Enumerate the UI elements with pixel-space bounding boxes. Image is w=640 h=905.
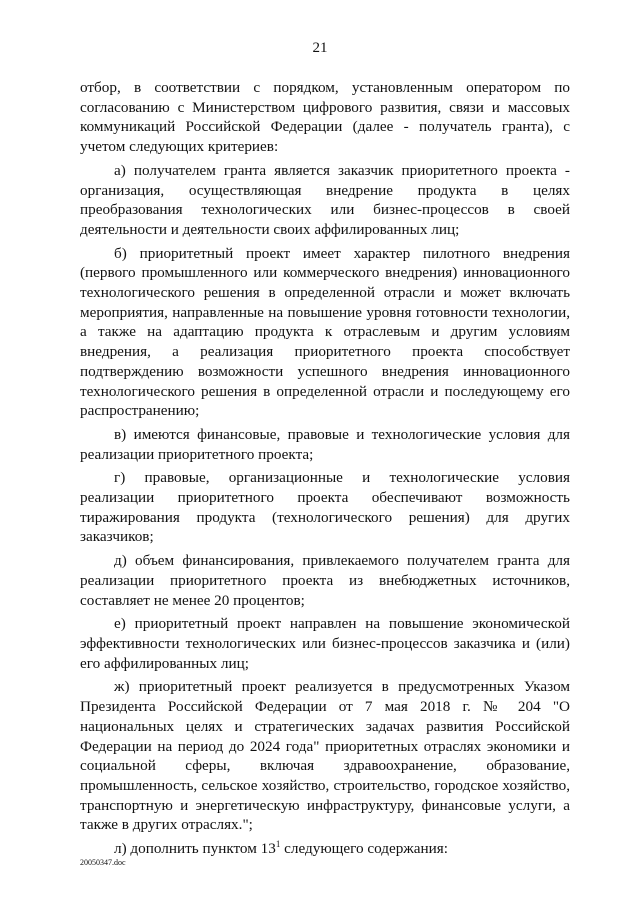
paragraph-intro: отбор, в соответствии с порядком, установленным оператором по согласованию с Министерством цифрового развития, связи и массовых коммуникаций Российской Федерации (далее - получатель гранта), с учетом следующих критериев: <box>80 79 570 156</box>
amendment-text-after: следующего содержания: <box>280 840 448 858</box>
amendment-superscript: 1 <box>275 839 281 850</box>
amendment-text-before: л) дополнить пунктом 13 <box>114 840 276 858</box>
paragraph-criterion-d: д) объем финансирования, привлекаемого получателем гранта для реализации приоритетного проекта из внебюджетных источников, составляет не менее 20 процентов; <box>80 552 570 609</box>
page-number: 21 <box>312 40 328 56</box>
paragraph-criterion-v: в) имеются финансовые, правовые и технологические условия для реализации приоритетного проекта; <box>80 425 570 463</box>
paragraph-criterion-g: г) правовые, организационные и технологические условия реализации приоритетного проекта обеспечивают возможность тиражирования продукта (технологического решения) для других заказчиков; <box>80 469 570 546</box>
paragraph-criterion-b: б) приоритетный проект имеет характер пилотного внедрения (первого промышленного или коммерческого внедрения) инновационного технологического решения в определенной отрасли и может включать мероприятия, направленные на повышение уровня готовности технологии, а также на адаптацию продукта к отраслевым и другим условиям внедрения, а реализация приоритетного проекта способствует подтверждению возможности успешного внедрения инновационного технологического решения в определенной отрасли и последующему его распространению; <box>80 244 570 420</box>
paragraph-amendment-l <box>80 839 570 859</box>
file-name-footer: 20050347.doc <box>80 858 126 867</box>
paragraph-criterion-a: а) получателем гранта является заказчик приоритетного проекта - организация, осуществляющая внедрение продукта в целях преобразования технологических или бизнес-процессов в своей деятельности и деятельности своих аффилированных лиц; <box>80 161 570 238</box>
paragraph-criterion-zh: ж) приоритетный проект реализуется в предусмотренных Указом Президента Российской Федерации от 7 мая 2018 г. № 204 "О национальных целях и стратегических задачах развития Российской Федерации на период до 2024 года" приоритетных отраслях экономики и социальной сферы, включая здравоохранение, образование, промышленность, сельское хозяйство, строительство, городское хозяйство, транспортную и энергетическую инфраструктуру, финансовые услуги, а также в других отраслях."; <box>80 678 570 834</box>
paragraph-criterion-e: е) приоритетный проект направлен на повышение экономической эффективности технологических или бизнес-процессов заказчика и (или) его аффилированных лиц; <box>80 615 570 672</box>
body-text <box>80 78 570 863</box>
